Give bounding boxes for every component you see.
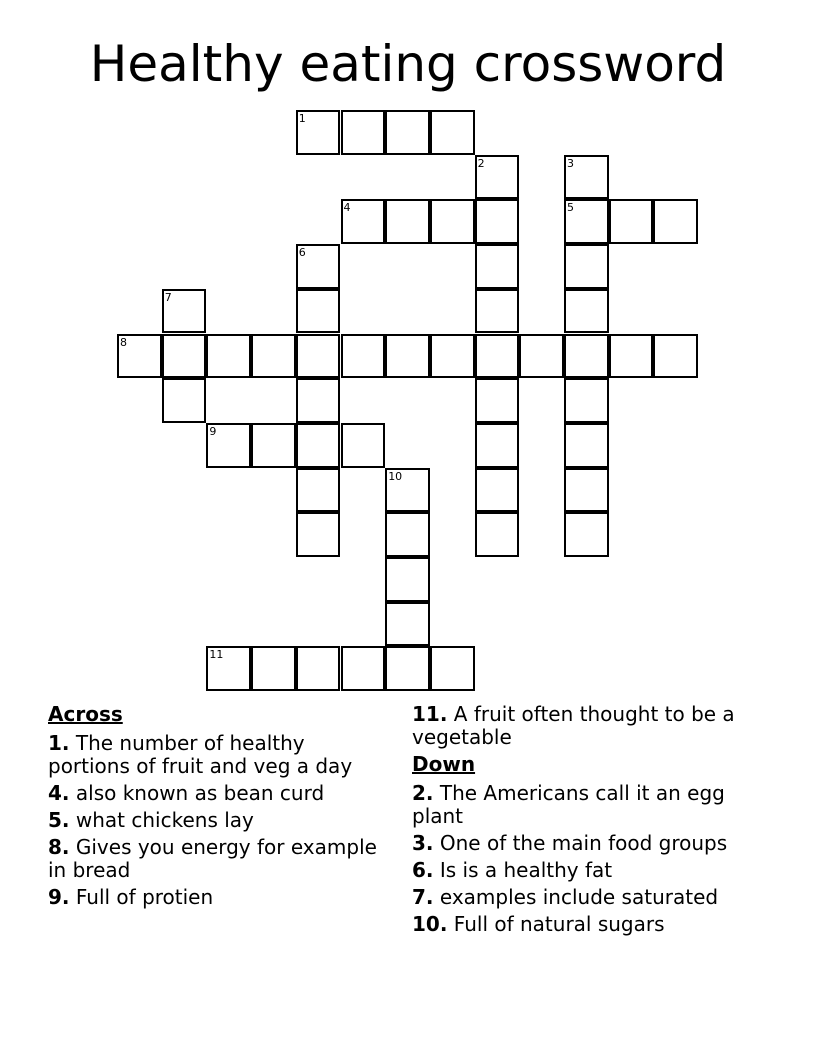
- cell-number: 9: [209, 424, 217, 438]
- clue-number: 4.: [48, 781, 70, 805]
- crossword-cell[interactable]: [519, 334, 564, 379]
- clue-text: One of the main food groups: [439, 831, 728, 855]
- across-heading: Across: [48, 702, 123, 726]
- crossword-cell[interactable]: [564, 244, 609, 289]
- cell-number: 11: [209, 648, 224, 662]
- crossword-cell[interactable]: [564, 155, 609, 200]
- crossword-cell[interactable]: [475, 378, 520, 423]
- crossword-cell[interactable]: [162, 289, 207, 334]
- crossword-cell[interactable]: [475, 199, 520, 244]
- crossword-cell[interactable]: [206, 646, 251, 691]
- cell-number: 10: [388, 469, 403, 483]
- clue-text: Is is a healthy fat: [439, 858, 613, 882]
- cell-number: 7: [164, 290, 172, 304]
- crossword-cell[interactable]: [475, 334, 520, 379]
- clue-number: 11.: [412, 702, 448, 726]
- crossword-cell[interactable]: [564, 378, 609, 423]
- crossword-cell[interactable]: [341, 423, 386, 468]
- crossword-cell[interactable]: [385, 646, 430, 691]
- down-heading: Down: [412, 752, 476, 776]
- clues-left-column: [48, 703, 388, 913]
- clue-down-6: [412, 859, 782, 882]
- clues-right-column: [412, 703, 782, 940]
- clue-text: Gives you energy for example in bread: [48, 835, 377, 882]
- crossword-cell[interactable]: [609, 199, 654, 244]
- cell-number: 5: [567, 201, 574, 215]
- crossword-cell[interactable]: [653, 334, 698, 379]
- crossword-cell[interactable]: [341, 199, 386, 244]
- clue-across-11: [412, 703, 782, 749]
- crossword-cell[interactable]: [385, 468, 430, 513]
- clue-text: The number of healthy portions of fruit and veg a day: [48, 731, 353, 778]
- clue-down-3: [412, 832, 782, 855]
- crossword-cell[interactable]: [430, 199, 475, 244]
- clue-text: A fruit often thought to be a vegetable: [412, 702, 735, 749]
- crossword-cell[interactable]: [162, 378, 207, 423]
- crossword-cell[interactable]: [296, 289, 341, 334]
- crossword-cell[interactable]: [564, 334, 609, 379]
- crossword-cell[interactable]: [430, 646, 475, 691]
- clue-number: 3.: [412, 831, 434, 855]
- clue-text: what chickens lay: [75, 808, 254, 832]
- crossword-cell[interactable]: [296, 512, 341, 557]
- cell-number: 4: [343, 201, 351, 215]
- crossword-cell[interactable]: [385, 110, 430, 155]
- crossword-cell[interactable]: [296, 378, 341, 423]
- crossword-cell[interactable]: [206, 423, 251, 468]
- crossword-cell[interactable]: [475, 512, 520, 557]
- crossword-cell[interactable]: [564, 199, 609, 244]
- crossword-cell[interactable]: [296, 468, 341, 513]
- clue-down-10: [412, 913, 782, 936]
- clue-text: Full of natural sugars: [453, 912, 665, 936]
- cell-number: 3: [567, 156, 574, 170]
- cell-number: 2: [477, 156, 485, 170]
- crossword-cell[interactable]: [385, 602, 430, 647]
- crossword-cell[interactable]: [430, 334, 475, 379]
- clue-number: 10.: [412, 912, 448, 936]
- clue-across-4: [48, 782, 388, 805]
- crossword-cell[interactable]: [475, 244, 520, 289]
- crossword-cell[interactable]: [296, 334, 341, 379]
- clue-number: 8.: [48, 835, 70, 859]
- crossword-cell[interactable]: [341, 334, 386, 379]
- crossword-cell[interactable]: [609, 334, 654, 379]
- clue-number: 2.: [412, 781, 434, 805]
- crossword-cell[interactable]: [385, 557, 430, 602]
- clue-text: Full of protien: [75, 885, 214, 909]
- crossword-cell[interactable]: [430, 110, 475, 155]
- clue-number: 9.: [48, 885, 70, 909]
- crossword-cell[interactable]: [251, 334, 296, 379]
- crossword-cell[interactable]: [564, 512, 609, 557]
- clue-across-8: [48, 836, 388, 882]
- crossword-cell[interactable]: [117, 334, 162, 379]
- clue-across-1: [48, 732, 388, 778]
- cell-number: 8: [120, 335, 127, 349]
- crossword-cell[interactable]: [341, 110, 386, 155]
- clue-across-9: [48, 886, 388, 909]
- crossword-cell[interactable]: [475, 468, 520, 513]
- cell-number: 6: [298, 246, 306, 260]
- clue-number: 5.: [48, 808, 70, 832]
- page-title: Healthy eating crossword: [89, 35, 727, 93]
- clue-down-7: [412, 886, 782, 909]
- crossword-cell[interactable]: [385, 199, 430, 244]
- clue-text: also known as bean curd: [75, 781, 325, 805]
- crossword-cell[interactable]: [206, 334, 251, 379]
- crossword-cell[interactable]: [564, 423, 609, 468]
- crossword-cell[interactable]: [653, 199, 698, 244]
- crossword-cell[interactable]: [296, 423, 341, 468]
- crossword-cell[interactable]: [385, 512, 430, 557]
- clue-number: 1.: [48, 731, 70, 755]
- crossword-cell[interactable]: [564, 468, 609, 513]
- clue-across-5: [48, 809, 388, 832]
- clue-number: 7.: [412, 885, 434, 909]
- crossword-cell[interactable]: [475, 155, 520, 200]
- crossword-cell[interactable]: [296, 110, 341, 155]
- crossword-cell[interactable]: [475, 289, 520, 334]
- crossword-cell[interactable]: [475, 423, 520, 468]
- crossword-cell[interactable]: [385, 334, 430, 379]
- clue-down-2: [412, 782, 782, 828]
- crossword-cell[interactable]: [296, 646, 341, 691]
- clue-number: 6.: [412, 858, 434, 882]
- crossword-cell[interactable]: [296, 244, 341, 289]
- crossword-cell[interactable]: [341, 646, 386, 691]
- crossword-cell[interactable]: [251, 646, 296, 691]
- clue-text: The Americans call it an egg plant: [412, 781, 725, 828]
- crossword-cell[interactable]: [251, 423, 296, 468]
- cell-number: 1: [298, 112, 306, 125]
- crossword-cell[interactable]: [162, 334, 207, 379]
- clue-text: examples include saturated: [439, 885, 719, 909]
- crossword-cell[interactable]: [564, 289, 609, 334]
